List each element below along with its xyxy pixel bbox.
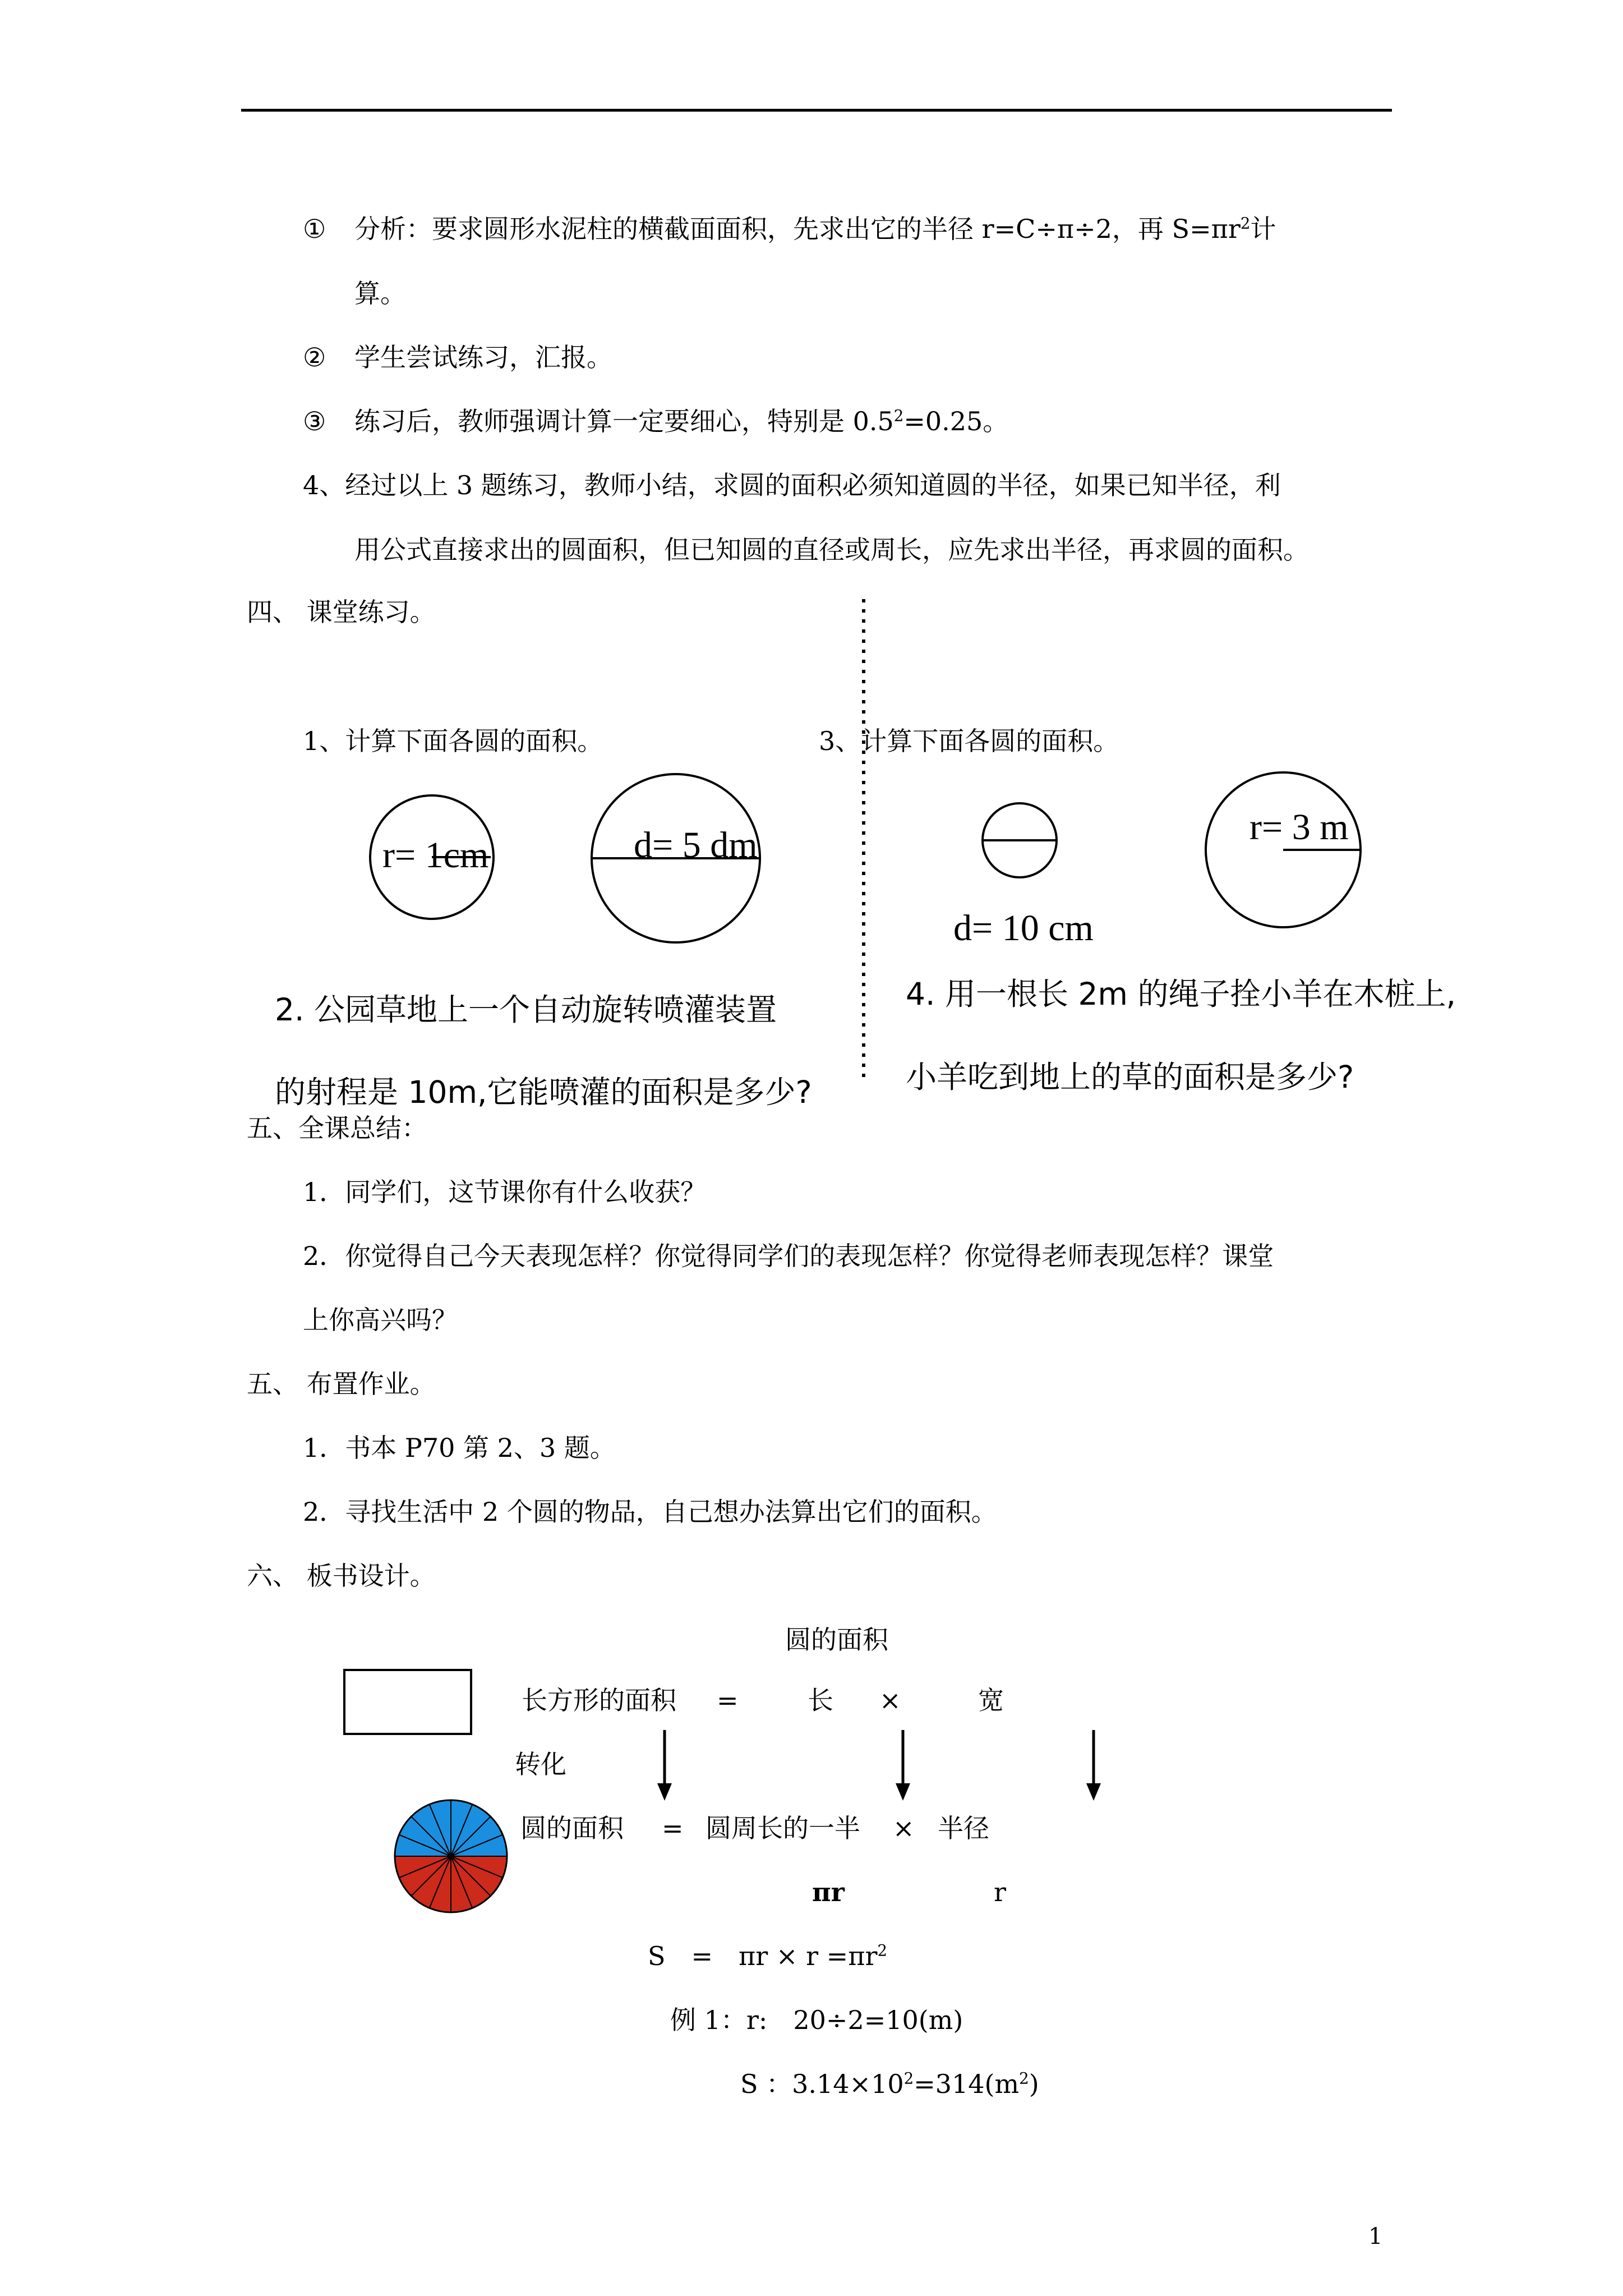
rectangle-shape: [343, 1669, 472, 1735]
circle-r3: [1203, 770, 1363, 930]
step-2-number: ②: [303, 342, 326, 372]
step-1-number: ①: [303, 214, 326, 244]
transform-arrows: [651, 1730, 1110, 1803]
homework-heading: 五、 布置作业。: [247, 1369, 436, 1399]
exercise-4-line1: 4. 用一根长 2m 的绳子拴小羊在木桩上,: [906, 976, 1456, 1012]
step-2-text: 学生尝试练习，汇报。: [354, 342, 612, 372]
homework-item-2: 2．寻找生活中 2 个圆的物品，自己想办法算出它们的面积。: [303, 1497, 997, 1527]
circle-d10-label: d= 10 cm: [953, 908, 1094, 949]
example-1-radius: 例 1：r: 20÷2=10(m): [670, 2005, 963, 2035]
circle-equals: =: [662, 1813, 684, 1843]
half-circumference-label: 圆周长的一半: [706, 1813, 860, 1843]
exercise-2-line1: 2. 公园草地上一个自动旋转喷灌装置: [275, 992, 777, 1028]
rect-area-label: 长方形的面积: [522, 1685, 676, 1715]
circle-sectors-diagram: [393, 1798, 509, 1915]
length-label: 长: [808, 1685, 833, 1715]
exercise-3-prompt: 3、计算下面各圆的面积。: [819, 726, 1119, 756]
r-label: r: [994, 1877, 1006, 1907]
exercise-4-line2-clip: [906, 1059, 1382, 1095]
circle-times: ×: [893, 1813, 915, 1843]
circle-r1-label: r= 1cm: [382, 835, 489, 876]
page-number: 1: [1368, 2224, 1383, 2249]
summary-item-2-line1: 2．你觉得自己今天表现怎样？你觉得同学们的表现怎样？你觉得老师表现怎样？课堂: [303, 1241, 1274, 1271]
board-heading: 六、 板书设计。: [247, 1561, 436, 1591]
section4-heading: 四、 课堂练习。: [247, 597, 436, 627]
section5-heading: 五、全课总结：: [247, 1113, 427, 1143]
circle-r3-label: r= 3 m: [1249, 807, 1349, 848]
summary-item-2-line2: 上你高兴吗？: [303, 1305, 458, 1335]
circle-d5-label: d= 5 dm: [634, 825, 758, 866]
exercise-2-line2-clip: [275, 1074, 847, 1110]
rect-times: ×: [879, 1685, 901, 1715]
header-rule: [241, 109, 1392, 112]
transform-label: 转化: [515, 1749, 566, 1779]
step-3-text: 练习后，教师强调计算一定要细心，特别是 $0.5^2=0.25$。: [354, 406, 1009, 436]
step-4-line1: 4、经过以上 3 题练习，教师小结，求圆的面积必须知道圆的半径，如果已知半径，利: [303, 470, 1281, 500]
exercise-2-line2: 的射程是 10m,它能喷灌的面积是多少?: [275, 1074, 812, 1110]
exercise-4-line2: 小羊吃到地上的草的面积是多少?: [906, 1059, 1354, 1095]
rect-equals: =: [717, 1685, 739, 1715]
radius-label: 半径: [938, 1813, 989, 1843]
summary-item-1: 1．同学们，这节课你有什么收获？: [303, 1177, 707, 1207]
step-1-line1: 分析：要求圆形水泥柱的横截面面积，先求出它的半径 r=C÷π÷2，再 $S=\pi r^2$计: [354, 214, 1276, 244]
width-label: 宽: [978, 1685, 1004, 1715]
board-title: 圆的面积: [785, 1625, 888, 1655]
dotted-divider: [858, 599, 869, 1082]
circle-area-label: 圆的面积: [520, 1813, 624, 1843]
circle-d10-label-clip: [953, 908, 1122, 949]
step-3-number: ③: [303, 406, 326, 436]
step-1-line2: 算。: [354, 278, 406, 309]
example-1-area: S ：$3.14\times 10^2=314(m^2)$: [740, 2069, 1039, 2099]
area-formula: S = $\pi r \times r =\pi r^2$: [648, 1941, 888, 1971]
step-4-line2: 用公式直接求出的圆面积，但已知圆的直径或周长，应先求出半径，再求圆的面积。: [354, 535, 1309, 565]
circle-d10: [980, 801, 1059, 880]
pi-r-label: πr: [812, 1877, 845, 1907]
exercise-1-prompt: 1、计算下面各圆的面积。: [303, 726, 603, 756]
homework-item-1: 1．书本 P70 第 2、3 题。: [303, 1433, 616, 1463]
